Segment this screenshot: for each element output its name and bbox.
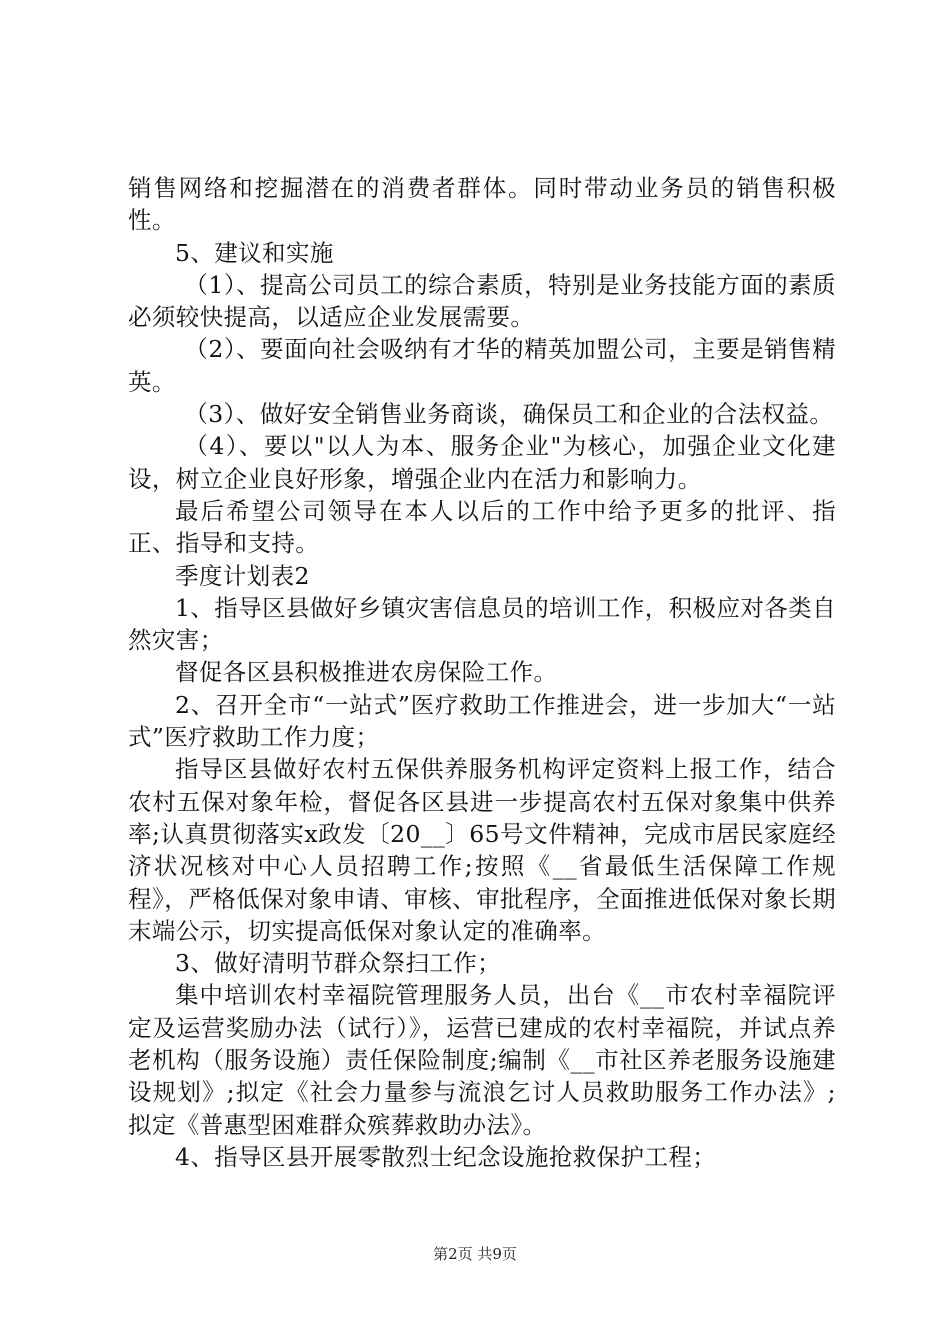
paragraph-plan-4: 4、指导区县开展零散烈士纪念设施抢救保护工程；	[175, 1142, 717, 1171]
paragraph-continuation: 销售网络和挖掘潜在的消费者群体。同时带动业务员的销售积极性。	[128, 174, 836, 235]
paragraph-item-3: （3）、做好安全销售业务商谈，确保员工和企业的合法权益。	[184, 400, 834, 429]
paragraph-plan-2b: 指导区县做好农村五保供养服务机构评定资料上报工作，结合农村五保对象年检，督促各区县进一步提高农村五保对象集中供养率;认真贯彻落实x政发〔20__〕65号文件精神，完成市居民家庭经济状况核对中心人员招聘工作;按照《__省最低生活保障工作规程》，严格低保对象申请、审核、审批程序，全面推进低保对象长期末端公示，切实提高低保对象认定的准确率。	[128, 755, 836, 945]
paragraph-item-4: （4）、要以"以人为本、服务企业"为核心，加强企业文化建设，树立企业良好形象，增强企业内在活力和影响力。	[128, 432, 836, 493]
paragraph-section-title: 季度计划表2	[175, 561, 310, 590]
page-footer: 第2页 共9页	[433, 1245, 517, 1263]
paragraph-plan-3: 3、做好清明节群众祭扫工作；	[175, 949, 502, 978]
paragraph-plan-1: 1、指导区县做好乡镇灾害信息员的培训工作，积极应对各类自然灾害；	[128, 593, 836, 655]
paragraph-heading-suggestions: 5、建议和实施	[175, 238, 334, 267]
paragraph-item-1: （1）、提高公司员工的综合素质，特别是业务技能方面的素质必须较快提高，以适应企业发展需要。	[128, 270, 836, 332]
paragraph-plan-3b: 集中培训农村幸福院管理服务人员，出台《__市农村幸福院评定及运营奖励办法（试行）》，运营已建成的农村幸福院，并试点养老机构（服务设施）责任保险制度;编制《__市社区养老服务设施建设规划》;拟定《社会力量参与流浪乞讨人员救助服务工作办法》;拟定《普惠型困难群众殡葬救助办法》。	[128, 981, 836, 1139]
document-body	[128, 172, 836, 1173]
paragraph-plan-1b: 督促各区县积极推进农房保险工作。	[175, 658, 558, 687]
paragraph-item-2: （2）、要面向社会吸纳有才华的精英加盟公司，主要是销售精英。	[128, 335, 836, 396]
paragraph-closing: 最后希望公司领导在本人以后的工作中给予更多的批评、指正、指导和支持。	[128, 496, 836, 558]
paragraph-plan-2: 2、召开全市“一站式”医疗救助工作推进会，进一步加大“一站式”医疗救助工作力度；	[128, 690, 836, 752]
